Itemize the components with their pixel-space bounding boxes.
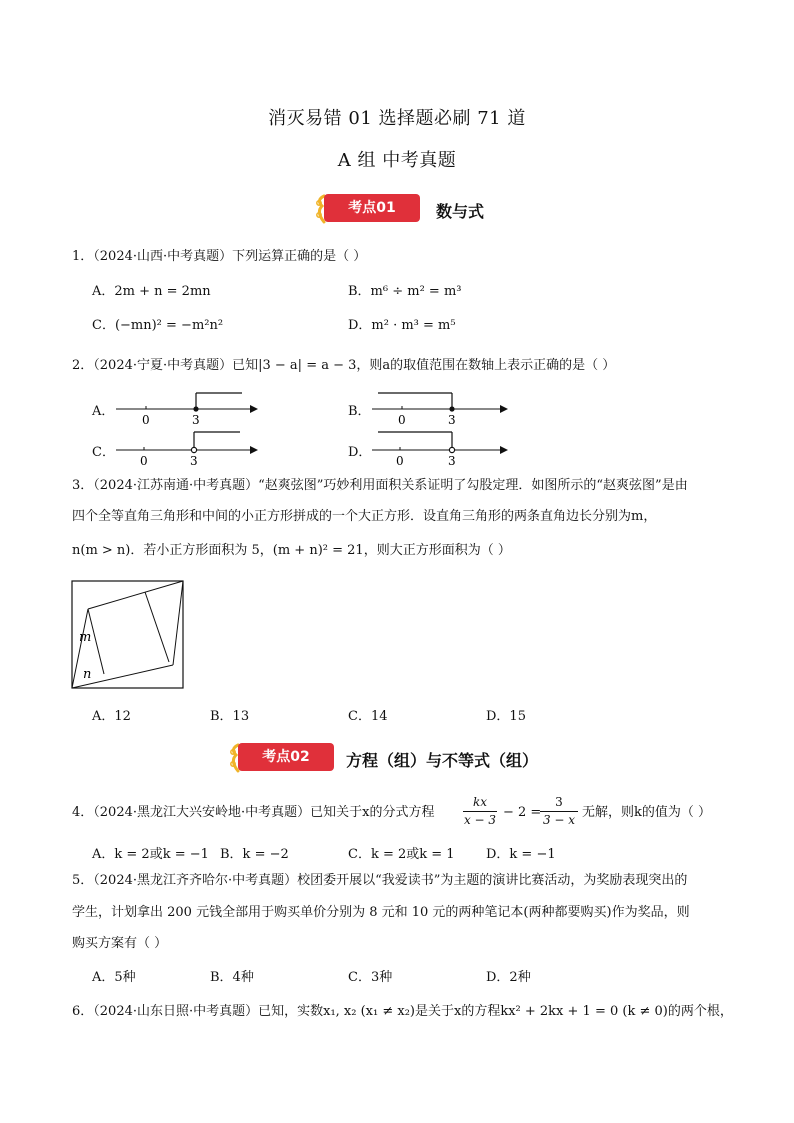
question-1-stem: 1．（2024·山西·中考真题）下列运算正确的是（ ） xyxy=(72,249,367,264)
tick-label-0: 0 xyxy=(398,413,406,427)
question-2-option-a: A． xyxy=(92,404,115,419)
section-badge-1 xyxy=(314,194,424,224)
question-2-option-c: C． xyxy=(92,445,115,460)
question-4-stem-pre: 4．（2024·黑龙江大兴安岭地·中考真题）已知关于x的分式方程 xyxy=(72,805,435,820)
tick-label-3: 3 xyxy=(192,413,200,427)
question-1-option-d: D．m² · m³ = m⁵ xyxy=(348,318,456,333)
number-line-b xyxy=(368,385,518,427)
question-3-option-a: A．12 xyxy=(92,709,131,724)
question-2-option-b: B． xyxy=(348,404,371,419)
question-3-line-1: 3．（2024·江苏南通·中考真题）“赵爽弦图”巧妙利用面积关系证明了勾股定理．如图所示的“赵爽弦图”是由 xyxy=(72,478,688,493)
tick-label-3: 3 xyxy=(190,454,198,468)
section-title-2: 方程（组）与不等式（组） xyxy=(346,751,539,770)
question-4-stem-post: 无解，则k的值为（ ） xyxy=(582,805,712,820)
label-m: m xyxy=(79,630,92,645)
question-3-option-b: B．13 xyxy=(210,709,250,724)
tick-label-0: 0 xyxy=(142,413,150,427)
fraction-2-denominator: 3 − x xyxy=(542,813,576,827)
section-badge-label: 考点02 xyxy=(238,743,334,771)
question-4-option-b: B．k = −2 xyxy=(220,847,289,862)
question-5-option-c: C．3种 xyxy=(348,970,393,985)
fraction-2-bar xyxy=(540,811,578,812)
question-5-line-3: 购买方案有（ ） xyxy=(72,936,168,951)
question-1-option-b: B．m⁶ ÷ m² = m³ xyxy=(348,284,462,299)
question-4-option-d: D．k = −1 xyxy=(486,847,556,862)
question-1-option-c: C．(−mn)² = −m²n² xyxy=(92,318,224,333)
question-5-line-1: 5．（2024·黑龙江齐齐哈尔·中考真题）校团委开展以“我爱读书”为主题的演讲比赛活动，为奖励表现突出的 xyxy=(72,873,688,888)
tick-label-3: 3 xyxy=(448,454,456,468)
question-5-option-a: A．5种 xyxy=(92,970,136,985)
number-line-d xyxy=(368,426,518,468)
tick-label-3: 3 xyxy=(448,413,456,427)
page-title: 消灭易错 01 选择题必刷 71 道 xyxy=(268,108,526,129)
question-1-option-a: A．2m + n = 2mn xyxy=(92,284,211,299)
fraction-2-numerator: 3 xyxy=(555,795,563,809)
fraction-1-numerator: kx xyxy=(472,795,488,809)
fraction-1-bar xyxy=(463,811,497,812)
question-5-option-d: D．2种 xyxy=(486,970,531,985)
question-2-stem: 2．（2024·宁夏·中考真题）已知|3 − a| = a − 3，则a的取值范围在数轴上表示正确的是（ ） xyxy=(72,358,616,373)
question-5-line-2: 学生，计划拿出 200 元钱全部用于购买单价分别为 8 元和 10 元的两种笔记本(两种都要购买)作为奖品，则 xyxy=(72,905,690,920)
question-4-option-a: A．k = 2或k = −1 xyxy=(92,847,209,862)
question-2-option-d: D． xyxy=(348,445,372,460)
question-4-option-c: C．k = 2或k = 1 xyxy=(348,847,455,862)
tick-label-0: 0 xyxy=(140,454,148,468)
question-3-option-d: D．15 xyxy=(486,709,526,724)
tick-label-0: 0 xyxy=(396,454,404,468)
number-line-a xyxy=(112,385,262,427)
question-3-line-3: n(m > n)．若小正方形面积为 5，(m + n)² = 21，则大正方形面积为（ ） xyxy=(72,543,511,558)
question-4-mid: − 2 = xyxy=(503,805,542,820)
question-6-line-1: 6．（2024·山东日照·中考真题）已知，实数x₁, x₂ (x₁ ≠ x₂)是关于x的方程kx² + 2kx + 1 = 0 (k ≠ 0)的两个根， xyxy=(72,1004,733,1019)
zhao-shuang-diagram xyxy=(71,580,185,690)
section-badge-2 xyxy=(228,743,338,773)
section-badge-label: 考点01 xyxy=(324,194,420,222)
question-3-option-c: C．14 xyxy=(348,709,388,724)
fraction-1-denominator: x − 3 xyxy=(463,813,497,827)
question-5-option-b: B．4种 xyxy=(210,970,254,985)
question-3-line-2: 四个全等直角三角形和中间的小正方形拼成的一个大正方形．设直角三角形的两条直角边长分别为m， xyxy=(72,509,657,524)
page-subtitle: A 组 中考真题 xyxy=(337,150,457,171)
section-title-1: 数与式 xyxy=(436,202,485,221)
number-line-c xyxy=(112,426,262,468)
label-n: n xyxy=(83,667,92,682)
